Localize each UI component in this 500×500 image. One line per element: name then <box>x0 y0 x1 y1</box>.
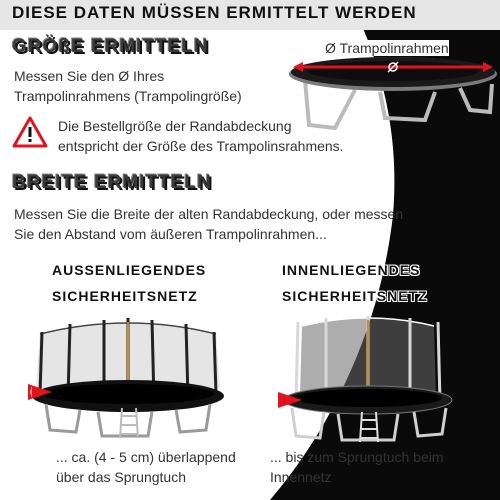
outer-net-heading <box>52 257 206 309</box>
warning-triangle-icon <box>12 116 48 148</box>
inner-net-caption <box>270 447 444 487</box>
outer-net-heading-line: SICHERHEITSNETZ <box>52 288 198 304</box>
warning-line: Die Bestellgröße der Randabdeckung <box>58 118 292 134</box>
size-description <box>14 66 242 106</box>
size-description-line: Trampolinrahmens (Trampolingröße) <box>14 88 242 104</box>
outer-net-heading-line: AUSSENLIEGENDES <box>52 262 207 278</box>
size-section-heading: GRÖßE ERMITTELN <box>12 36 209 57</box>
outer-net-trampoline-image <box>28 312 228 440</box>
inner-net-caption-line: ... bis zum Sprungtuch beim <box>270 449 444 465</box>
warning-text <box>58 116 344 156</box>
inner-net-caption-line: Innennetz <box>270 469 332 485</box>
inner-net-heading <box>282 257 428 309</box>
inner-net-heading-line: INNENLIEGENDES <box>282 262 421 278</box>
diameter-label: Ø Trampolinrahmen <box>325 40 449 56</box>
width-description-line: Messen Sie die Breite der alten Randabdeckung, oder messen <box>14 206 404 222</box>
inner-net-heading-line: SICHERHEITSNETZ <box>282 288 428 304</box>
width-section-heading: BREITE ERMITTELN <box>12 172 212 193</box>
inner-net-trampoline-image <box>278 312 458 444</box>
width-description-line: Sie den Abstand vom äußeren Trampolinrahmen... <box>14 226 327 242</box>
width-description <box>14 204 403 244</box>
outer-net-caption-line: ... ca. (4 - 5 cm) überlappend <box>56 449 236 465</box>
size-description-line: Messen Sie den Ø Ihres <box>14 68 165 84</box>
page-title: DIESE DATEN MÜSSEN ERMITTELT WERDEN <box>12 3 417 22</box>
outer-net-caption <box>56 447 236 487</box>
outer-net-caption-line: über das Sprungtuch <box>56 469 186 485</box>
warning-line: entspricht der Größe des Trampolinsrahmens. <box>58 138 344 154</box>
